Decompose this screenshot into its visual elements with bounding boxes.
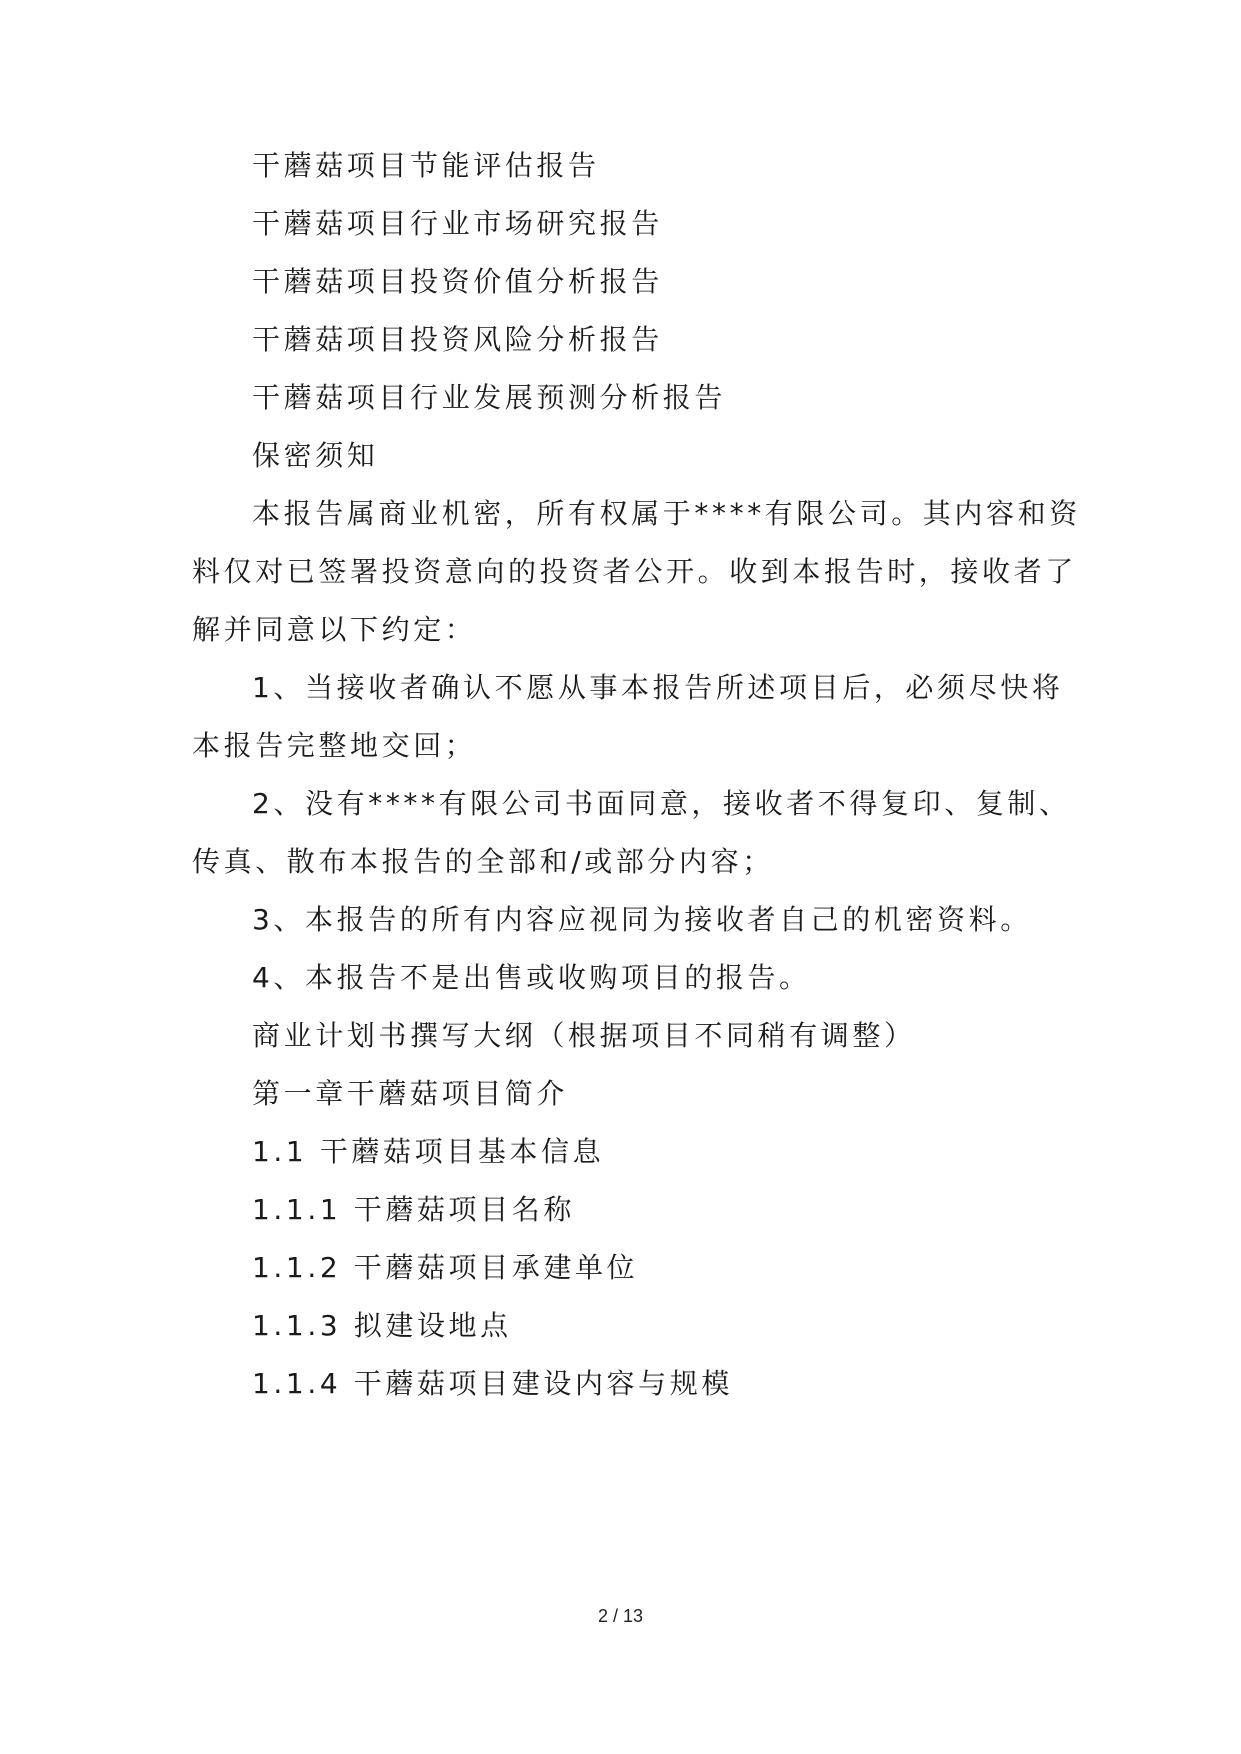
related-report-title: 干蘑菇项目行业发展预测分析报告 <box>252 381 727 414</box>
confidentiality-rule: 3、本报告的所有内容应视同为接收者自己的机密资料。 <box>252 903 1032 936</box>
outline-heading: 商业计划书撰写大纲（根据项目不同稍有调整） <box>252 1019 916 1052</box>
confidentiality-heading: 保密须知 <box>252 439 379 472</box>
confidentiality-rule-line: 1、当接收者确认不愿从事本报告所述项目后，必须尽快将 <box>252 671 1064 704</box>
page-number: 2 / 13 <box>597 1606 644 1626</box>
outline-item: 1.1 干蘑菇项目基本信息 <box>252 1135 605 1168</box>
confidentiality-rule-line: 传真、散布本报告的全部和/或部分内容； <box>192 845 774 878</box>
outline-item: 1.1.2 干蘑菇项目承建单位 <box>252 1251 639 1284</box>
confidentiality-rule-line: 2、没有****有限公司书面同意，接收者不得复印、复制、 <box>252 787 1071 820</box>
outline-item: 1.1.1 干蘑菇项目名称 <box>252 1193 575 1226</box>
confidentiality-rule: 4、本报告不是出售或收购项目的报告。 <box>252 961 811 994</box>
confidentiality-rule-line: 本报告完整地交回； <box>192 729 477 762</box>
related-report-title: 干蘑菇项目投资风险分析报告 <box>252 323 663 356</box>
confidentiality-paragraph-line: 料仅对已签署投资意向的投资者公开。收到本报告时，接收者了 <box>192 555 1077 588</box>
outline-item: 1.1.4 干蘑菇项目建设内容与规模 <box>252 1367 733 1400</box>
confidentiality-paragraph-line: 解并同意以下约定： <box>192 613 477 646</box>
related-report-title: 干蘑菇项目投资价值分析报告 <box>252 265 663 298</box>
outline-item: 1.1.3 拟建设地点 <box>252 1309 512 1342</box>
related-report-title: 干蘑菇项目节能评估报告 <box>252 149 600 182</box>
outline-item: 第一章干蘑菇项目简介 <box>252 1077 569 1110</box>
related-report-title: 干蘑菇项目行业市场研究报告 <box>252 207 663 240</box>
confidentiality-paragraph-line: 本报告属商业机密，所有权属于****有限公司。其内容和资 <box>252 497 1081 530</box>
